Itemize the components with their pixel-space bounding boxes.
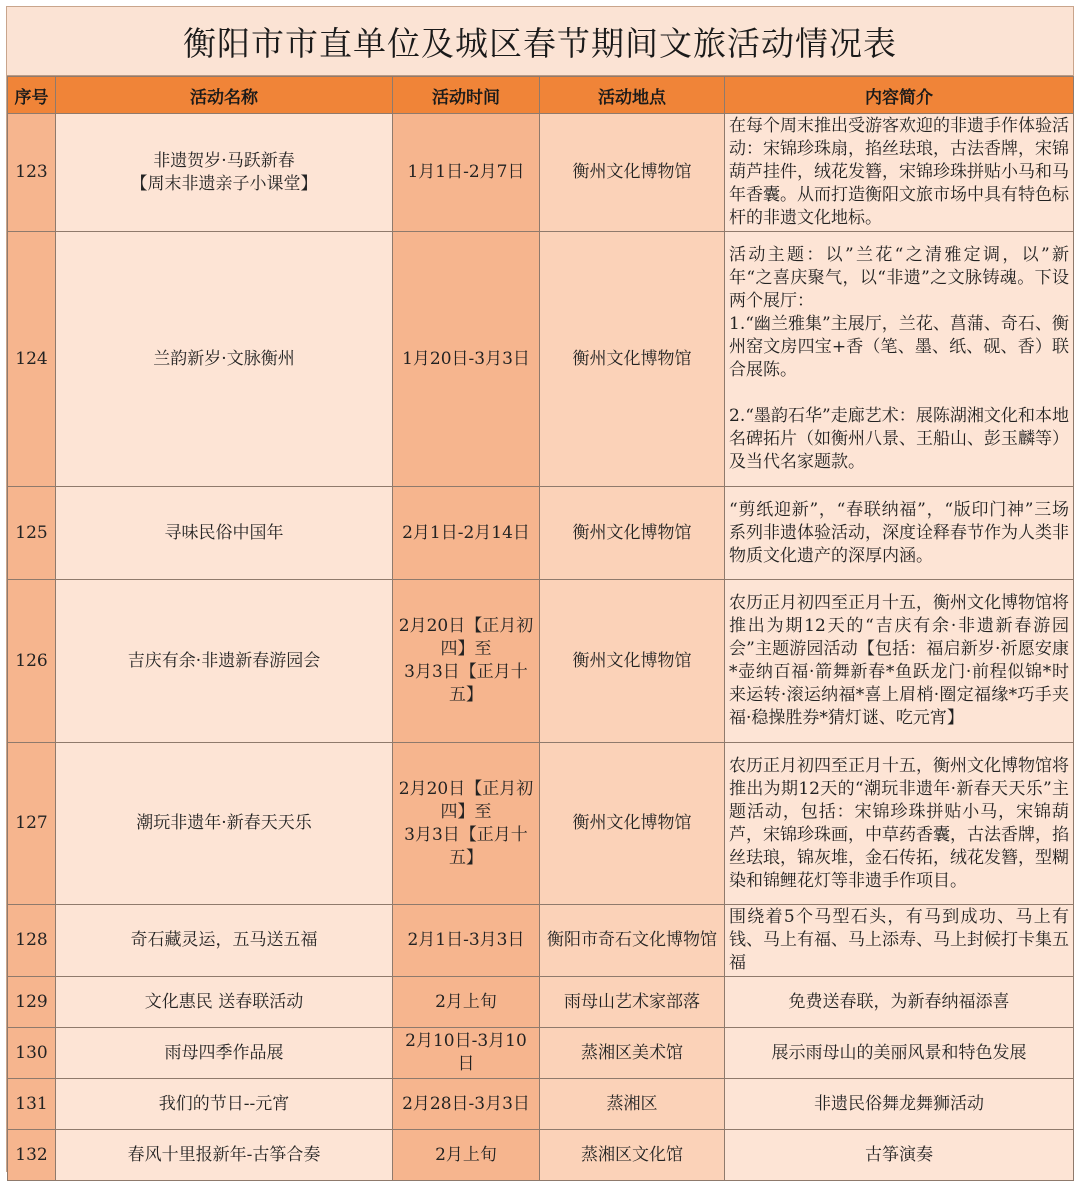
- table-row: [8, 487, 1074, 580]
- activity-time: 2月上旬: [393, 977, 540, 1028]
- activity-name: 我们的节日--元宵: [56, 1079, 393, 1130]
- row-number: 132: [8, 1130, 56, 1181]
- activity-place: 蒸湘区文化馆: [540, 1130, 725, 1181]
- table-row: [8, 580, 1074, 743]
- activity-place: 雨母山艺术家部落: [540, 977, 725, 1028]
- activity-time: 2月20日【正月初四】至 3月3日【正月十五】: [393, 743, 540, 905]
- table-row: [8, 1028, 1074, 1079]
- activity-time: 2月上旬: [393, 1130, 540, 1181]
- activity-name: 寻味民俗中国年: [56, 487, 393, 580]
- sheet-title: 衡阳市市直单位及城区春节期间文旅活动情况表: [7, 7, 1073, 76]
- table-row: [8, 977, 1074, 1028]
- activity-name: 非遗贺岁·马跃新春 【周末非遗亲子小课堂】: [56, 114, 393, 232]
- activity-time: 1月20日-3月3日: [393, 232, 540, 487]
- table-row: [8, 1079, 1074, 1130]
- activity-time: 2月1日-3月3日: [393, 905, 540, 977]
- activity-description: 在每个周末推出受游客欢迎的非遗手作体验活动：宋锦珍珠扇，掐丝珐琅，古法香牌，宋锦葫芦挂件，绒花发簪，宋锦珍珠拼贴小马和马年香囊。从而打造衡阳文旅市场中具有特色标杆的非遗文化地标。: [725, 114, 1074, 232]
- row-number: 130: [8, 1028, 56, 1079]
- table-row: [8, 114, 1074, 232]
- activity-name: 潮玩非遗年·新春天天乐: [56, 743, 393, 905]
- activity-description: 农历正月初四至正月十五，衡州文化博物馆将推出为期12天的“吉庆有余·非遗新春游园会”主题游园活动【包括：福启新岁·祈愿安康*壶纳百福·箭舞新春*鱼跃龙门·前程似锦*时来运转·滚运纳福*喜上眉梢·圈定福缘*巧手夹福·稳操胜券*猜灯谜、吃元宵】: [725, 580, 1074, 743]
- activity-place: 衡州文化博物馆: [540, 487, 725, 580]
- header-activity-place: 活动地点: [540, 77, 725, 114]
- activity-place: 蒸湘区: [540, 1079, 725, 1130]
- row-number: 131: [8, 1079, 56, 1130]
- header-number: 序号: [8, 77, 56, 114]
- table-row: [8, 232, 1074, 487]
- activity-name: 春风十里报新年-古筝合奏: [56, 1130, 393, 1181]
- activity-description: 免费送春联，为新春纳福添喜: [725, 977, 1074, 1028]
- activity-name: 奇石藏灵运，五马送五福: [56, 905, 393, 977]
- activity-time: 2月10日-3月10日: [393, 1028, 540, 1079]
- activity-time: 2月20日【正月初四】至 3月3日【正月十五】: [393, 580, 540, 743]
- table-row: [8, 1130, 1074, 1181]
- row-number: 125: [8, 487, 56, 580]
- activity-description: 围绕着5个马型石头，有马到成功、马上有钱、马上有福、马上添寿、马上封候打卡集五福: [725, 905, 1074, 977]
- header-activity-name: 活动名称: [56, 77, 393, 114]
- activity-description: “剪纸迎新”，“春联纳福”，“版印门神”三场系列非遗体验活动，深度诠释春节作为人类非物质文化遗产的深厚内涵。: [725, 487, 1074, 580]
- activity-name: 雨母四季作品展: [56, 1028, 393, 1079]
- activity-description: 非遗民俗舞龙舞狮活动: [725, 1079, 1074, 1130]
- activity-place: 衡阳市奇石文化博物馆: [540, 905, 725, 977]
- activity-name: 兰韵新岁·文脉衡州: [56, 232, 393, 487]
- row-number: 129: [8, 977, 56, 1028]
- activity-description: 展示雨母山的美丽风景和特色发展: [725, 1028, 1074, 1079]
- activity-description: 活动主题：以”兰花“之清雅定调，以”新年“之喜庆聚气，以“非遗”之文脉铸魂。下设两个展厅： 1.“幽兰雅集”主展厅，兰花、菖蒲、奇石、衡州窑文房四宝+香（笔、墨、纸、砚、香）联合展陈。 2.“墨韵石华”走廊艺术：展陈湖湘文化和本地名碑拓片（如衡州八景、王船山、彭玉麟等）及当代名家题款。: [725, 232, 1074, 487]
- row-number: 127: [8, 743, 56, 905]
- activity-name: 吉庆有余·非遗新春游园会: [56, 580, 393, 743]
- header-activity-time: 活动时间: [393, 77, 540, 114]
- row-number: 128: [8, 905, 56, 977]
- header-description: 内容简介: [725, 77, 1074, 114]
- activity-time: 2月28日-3月3日: [393, 1079, 540, 1130]
- activity-time: 2月1日-2月14日: [393, 487, 540, 580]
- table-row: [8, 905, 1074, 977]
- activity-sheet: [6, 6, 1074, 1172]
- header-row: [8, 77, 1074, 114]
- row-number: 126: [8, 580, 56, 743]
- activity-name: 文化惠民 送春联活动: [56, 977, 393, 1028]
- activity-description: 古筝演奏: [725, 1130, 1074, 1181]
- activity-place: 衡州文化博物馆: [540, 743, 725, 905]
- activity-place: 衡州文化博物馆: [540, 232, 725, 487]
- row-number: 123: [8, 114, 56, 232]
- activity-place: 衡州文化博物馆: [540, 114, 725, 232]
- row-number: 124: [8, 232, 56, 487]
- activity-time: 1月1日-2月7日: [393, 114, 540, 232]
- activity-description: 农历正月初四至正月十五，衡州文化博物馆将推出为期12天的“潮玩非遗年·新春天天乐”主题活动，包括：宋锦珍珠拼贴小马，宋锦葫芦，宋锦珍珠画，中草药香囊，古法香牌，掐丝珐琅，锦灰堆，金石传拓，绒花发簪，型糊染和锦鲤花灯等非遗手作项目。: [725, 743, 1074, 905]
- table-row: [8, 743, 1074, 905]
- activity-table: [7, 76, 1074, 1181]
- activity-place: 蒸湘区美术馆: [540, 1028, 725, 1079]
- activity-place: 衡州文化博物馆: [540, 580, 725, 743]
